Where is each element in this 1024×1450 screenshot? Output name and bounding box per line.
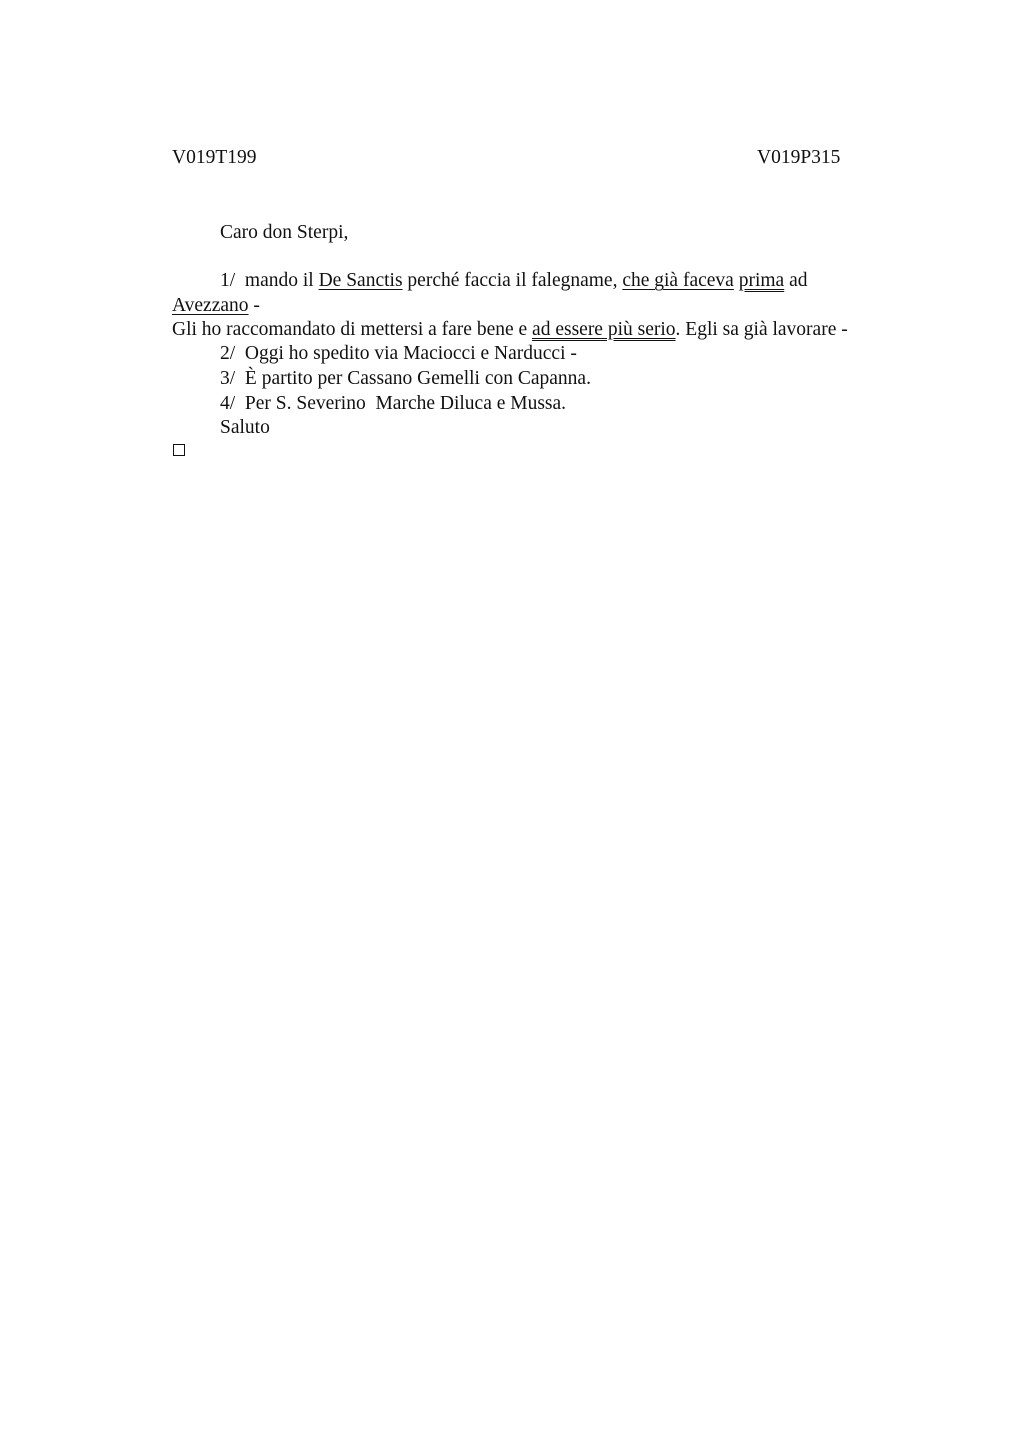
double-underlined-text: ad essere più serio xyxy=(532,319,676,340)
underlined-text: Avezzano xyxy=(172,295,249,316)
closing: Saluto xyxy=(220,417,270,438)
document-code-left: V019T199 xyxy=(172,147,257,168)
paragraph-2 xyxy=(220,342,577,366)
text-segment: Gli ho raccomandato di mettersi a fare bene e xyxy=(172,319,533,340)
salutation: Caro don Sterpi, xyxy=(220,222,349,243)
paragraph-text: Oggi ho spedito via Maciocci e Narducci - xyxy=(244,343,577,364)
paragraph-number: 4/ xyxy=(220,393,236,414)
paragraph-1-line-3 xyxy=(172,318,848,342)
text-segment: perché faccia il falegname, xyxy=(402,270,623,291)
paragraph-number: 2/ xyxy=(220,343,236,364)
end-of-document-mark xyxy=(173,444,185,456)
paragraph-1-continuation xyxy=(172,294,260,318)
text-segment: - xyxy=(248,295,260,316)
paragraph-number: 3/ xyxy=(220,368,236,389)
text-segment: . Egli sa già lavorare - xyxy=(675,319,848,340)
paragraph-number: 1/ xyxy=(220,270,236,291)
double-underlined-text: prima xyxy=(738,270,785,291)
underlined-text: che già faceva xyxy=(622,270,734,291)
paragraph-text: È partito per Cassano Gemelli con Capanna. xyxy=(244,368,591,389)
paragraph-4 xyxy=(220,392,566,416)
document-code-right: V019P315 xyxy=(757,147,841,168)
paragraph-3 xyxy=(220,367,591,391)
paragraph-text: Per S. Severino Marche Diluca e Mussa. xyxy=(244,393,567,414)
text-segment: ad xyxy=(784,270,808,291)
text-segment: mando il xyxy=(244,270,319,291)
paragraph-1 xyxy=(220,269,807,293)
underlined-text: De Sanctis xyxy=(318,270,403,291)
